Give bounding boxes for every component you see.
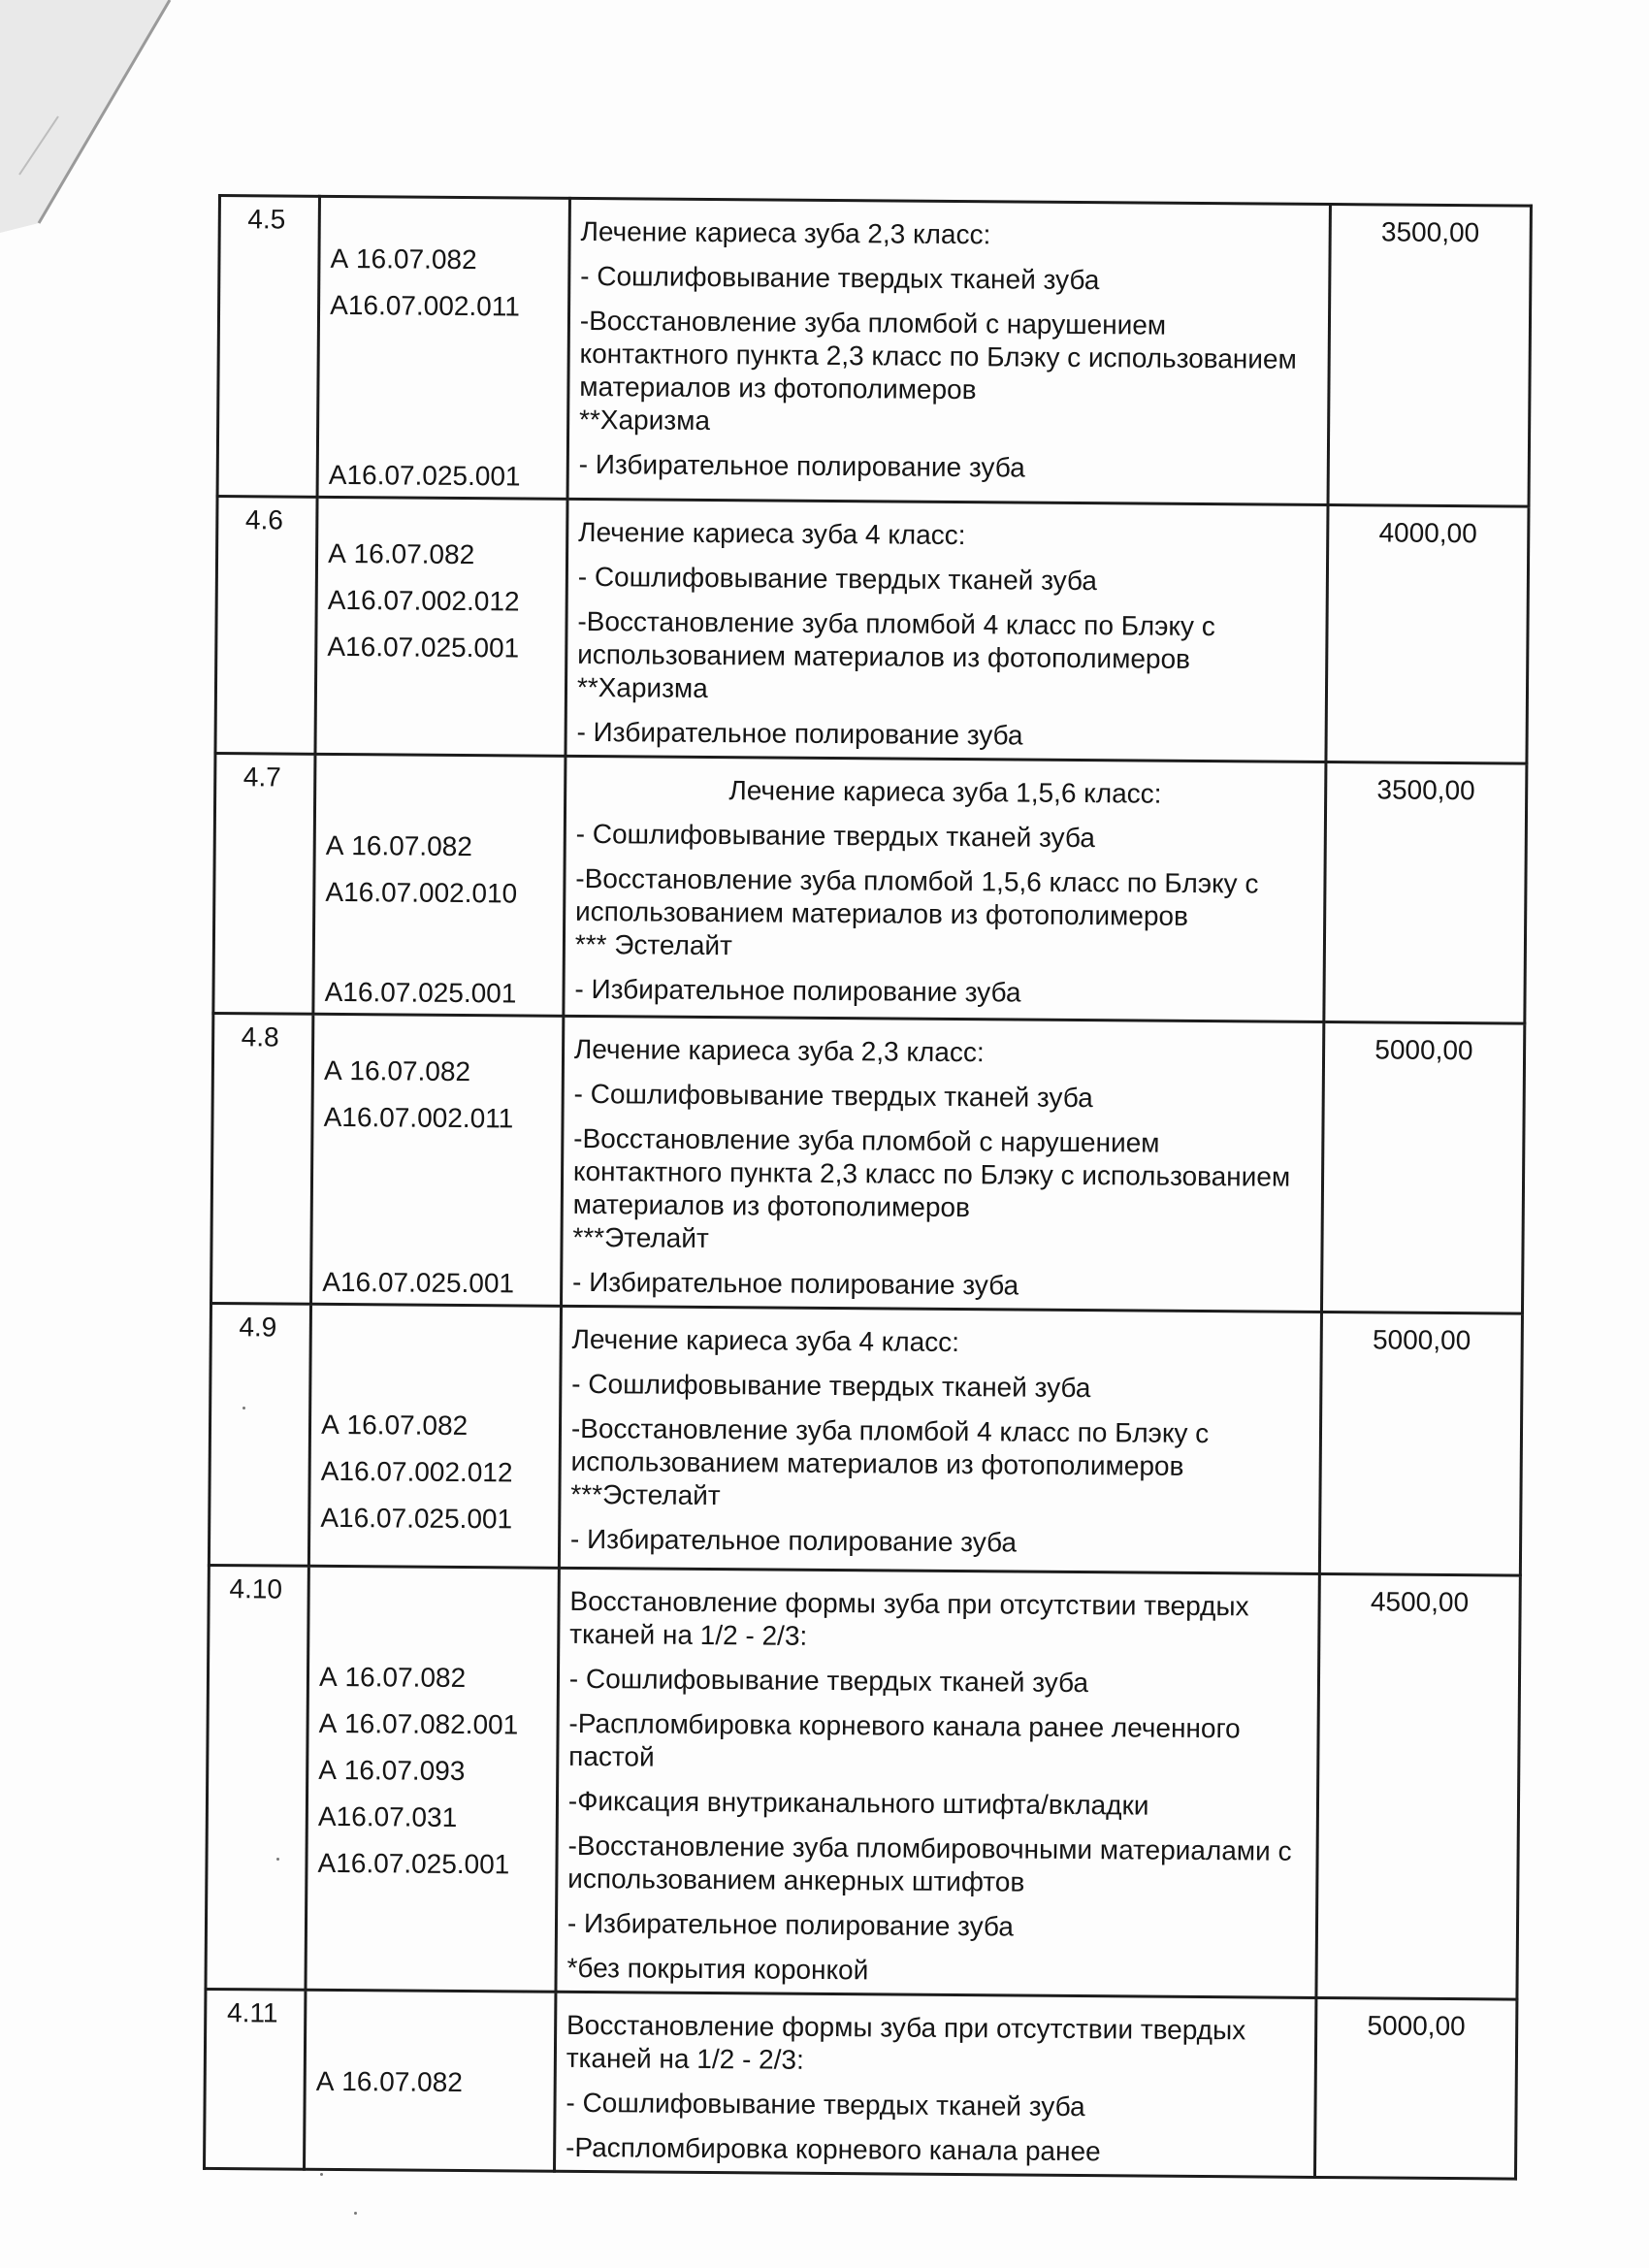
service-step: -Восстановление зуба пломбой 4 класс по Блэку с использованием материалов из фотополимеров: [577, 605, 1215, 674]
service-step: - Сошлифовывание твердых тканей зуба: [573, 1078, 1093, 1114]
service-step: -Восстановление зуба пломбой 1,5,6 класс по Блэку с использованием материалов из фотополимеров: [574, 862, 1259, 931]
service-title: Лечение кариеса зуба 2,3 класс:: [580, 215, 991, 250]
price-cell: [1328, 205, 1532, 507]
service-code: А16.07.002.011: [323, 1101, 514, 1134]
material-note: ***Этелайт: [572, 1221, 709, 1254]
code-list: [317, 1661, 547, 1882]
service-step: - Сошлифовывание твердых тканей зуба: [577, 561, 1098, 597]
scan-speck: [276, 1858, 279, 1861]
price-value: 3500,00: [1380, 216, 1480, 248]
service-codes: [317, 196, 569, 499]
service-step: -Восстановление зуба пломбировочными материалами с использованием анкерных штифтов: [567, 1830, 1292, 1897]
table-row: [205, 1989, 1517, 2179]
price-value: 5000,00: [1367, 2010, 1466, 2042]
service-step: - Избирательное полирование зуба: [578, 448, 1025, 483]
service-code: А 16.07.082: [318, 1661, 467, 1694]
price-value: 5000,00: [1372, 1324, 1471, 1356]
service-codes: [313, 754, 566, 1016]
code-list: [330, 243, 558, 324]
service-code: А16.07.002.010: [325, 876, 518, 909]
service-step: - Сошлифовывание твердых тканей зуба: [580, 260, 1100, 296]
service-description: [567, 198, 1330, 504]
service-title: Лечение кариеса зуба 4 класс:: [571, 1323, 960, 1358]
code-list: [327, 537, 556, 665]
code-list: [316, 2065, 544, 2100]
price-cell: [1326, 504, 1529, 763]
table-row: [215, 497, 1529, 764]
row-number: 4.9: [209, 1303, 310, 1566]
service-code: А 16.07.082: [325, 829, 472, 862]
service-codes: [315, 497, 567, 756]
code-list: [324, 1054, 552, 1136]
service-step: -Восстановление зуба пломбой с нарушением контактного пункта 2,3 класс по Блэку с использованием материалов из фотополимеров: [579, 305, 1297, 405]
price-cell: [1319, 1312, 1522, 1575]
price-cell: [1324, 761, 1527, 1023]
service-code: А 16.07.082: [315, 2065, 463, 2098]
service-codes: [309, 1304, 562, 1568]
row-number: 4.8: [211, 1013, 313, 1304]
service-title: Лечение кариеса зуба 1,5,6 класс:: [728, 775, 1162, 809]
service-code: А 16.07.082: [330, 243, 477, 275]
service-title: Восстановление формы зуба при отсутствии твердых тканей на 1/2 - 2/3:: [566, 2009, 1246, 2075]
price-cell: [1314, 1997, 1517, 2179]
price-cell: [1321, 1021, 1525, 1313]
service-code: А 16.07.082: [328, 537, 475, 570]
service-step: - Избирательное полирование зуба: [576, 716, 1023, 751]
table-row: [209, 1303, 1522, 1575]
service-description: [556, 1568, 1319, 1997]
service-step: - Сошлифовывание твердых тканей зуба: [566, 2087, 1085, 2122]
price-cell: [1316, 1573, 1521, 1999]
service-step: - Сошлифовывание твердых тканей зуба: [568, 1663, 1089, 1699]
row-number: 4.5: [217, 196, 320, 498]
service-codes: [306, 1566, 559, 1992]
price-value: 3500,00: [1376, 774, 1475, 806]
price-value: 4000,00: [1378, 517, 1477, 549]
row-number: 4.11: [205, 1989, 307, 2169]
service-codes: [311, 1014, 564, 1306]
service-step: - Избирательное полирование зуба: [574, 973, 1021, 1008]
service-title: Лечение кариеса зуба 4 класс:: [578, 516, 966, 551]
row-number: 4.6: [215, 497, 317, 755]
service-step: - Избирательное полирование зуба: [571, 1266, 1019, 1301]
service-code: А 16.07.093: [318, 1754, 466, 1787]
service-code: А 16.07.082.001: [318, 1707, 519, 1740]
service-step: -Фиксация внутриканального штифта/вкладки: [567, 1785, 1149, 1821]
row-number: 4.10: [206, 1565, 309, 1990]
service-code-last: А16.07.025.001: [324, 976, 517, 1009]
service-title: Лечение кариеса зуба 2,3 класс:: [573, 1033, 985, 1068]
service-title: Восстановление формы зуба при отсутствии твердых тканей на 1/2 - 2/3:: [569, 1585, 1249, 1651]
scan-edge-shadow: [0, 0, 252, 233]
service-step: -Восстановление зуба пломбой 4 класс по Блэку с использованием материалов из фотополимеров: [570, 1412, 1210, 1481]
service-description: [554, 1992, 1315, 2177]
service-step: - Избирательное полирование зуба: [569, 1523, 1018, 1558]
material-note: *** Эстелайт: [574, 928, 733, 961]
table-row: [213, 753, 1527, 1023]
service-code: А 16.07.082: [321, 1409, 469, 1442]
scan-speck: [242, 1407, 245, 1409]
scan-speck: [354, 2212, 357, 2215]
service-code: А16.07.025.001: [317, 1847, 510, 1880]
service-code: А16.07.031: [317, 1800, 458, 1832]
service-code: А16.07.002.011: [330, 289, 521, 322]
service-code-last: А16.07.025.001: [328, 459, 521, 492]
row-number: 4.7: [213, 753, 315, 1014]
table-row: [217, 196, 1531, 507]
service-code: А16.07.002.012: [320, 1455, 513, 1488]
code-list: [320, 1409, 549, 1537]
price-list-table: [203, 194, 1533, 2181]
service-description: [564, 756, 1326, 1021]
service-step: -Распломбировка корневого канала ранее леченного пастой: [568, 1707, 1241, 1772]
service-description: [561, 1016, 1323, 1312]
material-note: **Харизма: [576, 671, 708, 703]
price-value: 5000,00: [1374, 1034, 1473, 1066]
service-step: -Распломбировка корневого канала ранее: [565, 2131, 1101, 2167]
service-code: А16.07.002.012: [327, 584, 520, 617]
service-step: -Восстановление зуба пломбой с нарушением контактного пункта 2,3 класс по Блэку с использованием материалов из фотополимеров: [572, 1122, 1291, 1223]
table-row: [211, 1013, 1525, 1313]
service-code: А16.07.025.001: [320, 1502, 513, 1535]
scan-speck: [320, 2173, 323, 2176]
service-description: [559, 1306, 1321, 1573]
table-row: [206, 1565, 1520, 1999]
code-list: [325, 829, 553, 911]
material-note: ***Эстелайт: [570, 1478, 721, 1511]
service-step: - Сошлифовывание твердых тканей зуба: [575, 818, 1096, 854]
service-code-last: А16.07.025.001: [322, 1266, 515, 1299]
service-code: А 16.07.082: [323, 1054, 471, 1087]
service-step: - Избирательное полирование зуба: [566, 1907, 1015, 1942]
service-codes: [305, 1990, 556, 2171]
service-step: *без покрытия коронкой: [566, 1952, 869, 1986]
material-note: **Харизма: [578, 404, 711, 436]
table-body: [205, 196, 1532, 2180]
service-description: [566, 499, 1328, 761]
service-code: А16.07.025.001: [327, 631, 520, 664]
service-step: - Сошлифовывание твердых тканей зуба: [571, 1368, 1091, 1404]
price-value: 4500,00: [1370, 1586, 1470, 1618]
